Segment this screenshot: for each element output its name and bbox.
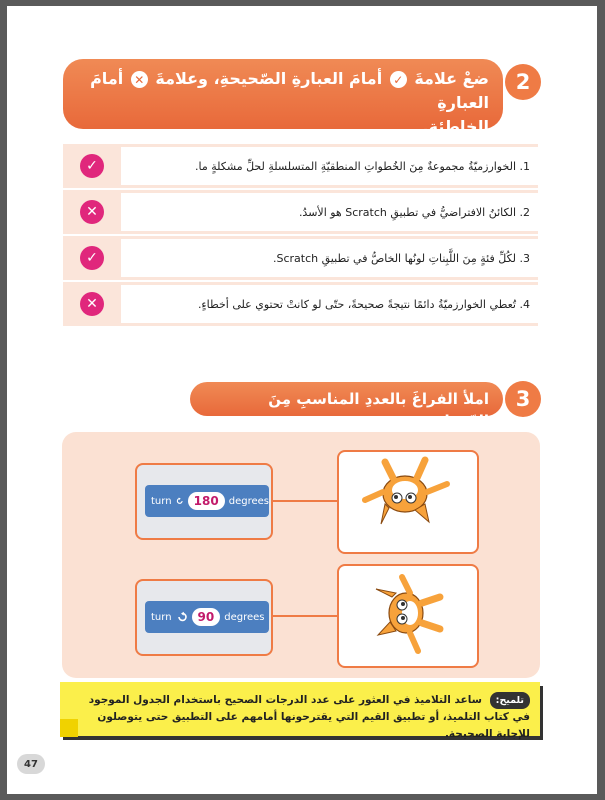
rotate-left-icon [176, 495, 184, 507]
statement-cell [121, 285, 538, 323]
workbook-page [7, 6, 597, 794]
degrees-label: degrees [224, 611, 265, 623]
connector-line [273, 500, 338, 502]
hint-text: ساعد التلاميذ في العثور على عدد الدرجات الصحيح باستخدام الجدول الموجود في كتاب التلميذ، أو تطبيق القيم التي يقترحونها أمامهم على التطبيق حتى يتوصلون للإجابة الصحيحة. [88, 694, 530, 740]
check-circle-icon: ✓ [390, 71, 407, 88]
degrees-value-input[interactable]: 90 [192, 608, 221, 626]
statement-cell [121, 193, 538, 231]
statement-row [63, 190, 538, 234]
scratch-cat-upside-down-image [339, 452, 477, 552]
question-2-number: 2 [505, 64, 541, 100]
code-area [135, 579, 273, 656]
statement-text: 2. الكائنُ الافتراضيُّ في تطبيقِ Scratch هو الأسدُ. [121, 193, 538, 231]
answer-cell [63, 236, 121, 280]
rotate-right-icon [176, 611, 188, 623]
turn-block[interactable] [145, 485, 269, 517]
question-2-heading [63, 59, 503, 136]
turn-label: turn [151, 611, 172, 623]
q2-text-2: أمامَ العبارةِ الصّحيحةِ، وعلامةَ [155, 69, 383, 88]
page-number: 47 [17, 754, 45, 774]
question-3-number: 3 [505, 381, 541, 417]
turn-block[interactable] [145, 601, 269, 633]
statement-text: 1. الخوارزميّةُ مجموعةٌ مِنَ الخُطواتِ المنطقيّةِ المتسلسلةِ لحلِّ مشكلةٍ ما. [121, 147, 538, 185]
q2-text-1: ضعْ علامةَ [414, 69, 489, 88]
statement-row [63, 236, 538, 280]
activity-panel [62, 432, 540, 678]
answer-cell [63, 282, 121, 326]
statement-cell [121, 147, 538, 185]
q2-text-4: الخاطئةِ. [422, 117, 489, 136]
question-3-heading: املأ الفراغَ بالعددِ المناسبِ مِنَ الدّرجاتِ. [190, 382, 503, 416]
x-circle-icon: ✕ [131, 71, 148, 88]
page-fold-corner [60, 719, 78, 737]
connector-line [273, 615, 338, 617]
statement-row [63, 282, 538, 326]
scratch-cat-rotated-image [339, 566, 477, 666]
degrees-value-input[interactable]: 180 [188, 492, 225, 510]
sprite-preview [337, 564, 479, 668]
check-circle-icon: ✓ [80, 154, 104, 178]
code-area [135, 463, 273, 540]
statements-table [63, 144, 538, 328]
statement-text: 3. لكُلِّ فئةٍ مِنَ اللَّبِناتِ لونُها الخاصُّ في تطبيقِ Scratch. [121, 239, 538, 277]
q2-text-3: أمامَ العبارةِ [90, 69, 489, 112]
hint-box [60, 682, 540, 740]
answer-cell [63, 144, 121, 188]
statement-text: 4. تُعطي الخوارزميّةُ دائمًا نتيجةً صحيحةً، حتّى لو كانتْ تحتوي على أخطاءٍ. [121, 285, 538, 323]
x-circle-icon: ✕ [80, 292, 104, 316]
x-circle-icon: ✕ [80, 200, 104, 224]
check-circle-icon: ✓ [80, 246, 104, 270]
hint-tag: تلميح: [490, 692, 530, 709]
degrees-label: degrees [228, 495, 269, 507]
statement-cell [121, 239, 538, 277]
turn-label: turn [151, 495, 172, 507]
answer-cell [63, 190, 121, 234]
sprite-preview [337, 450, 479, 554]
statement-row [63, 144, 538, 188]
